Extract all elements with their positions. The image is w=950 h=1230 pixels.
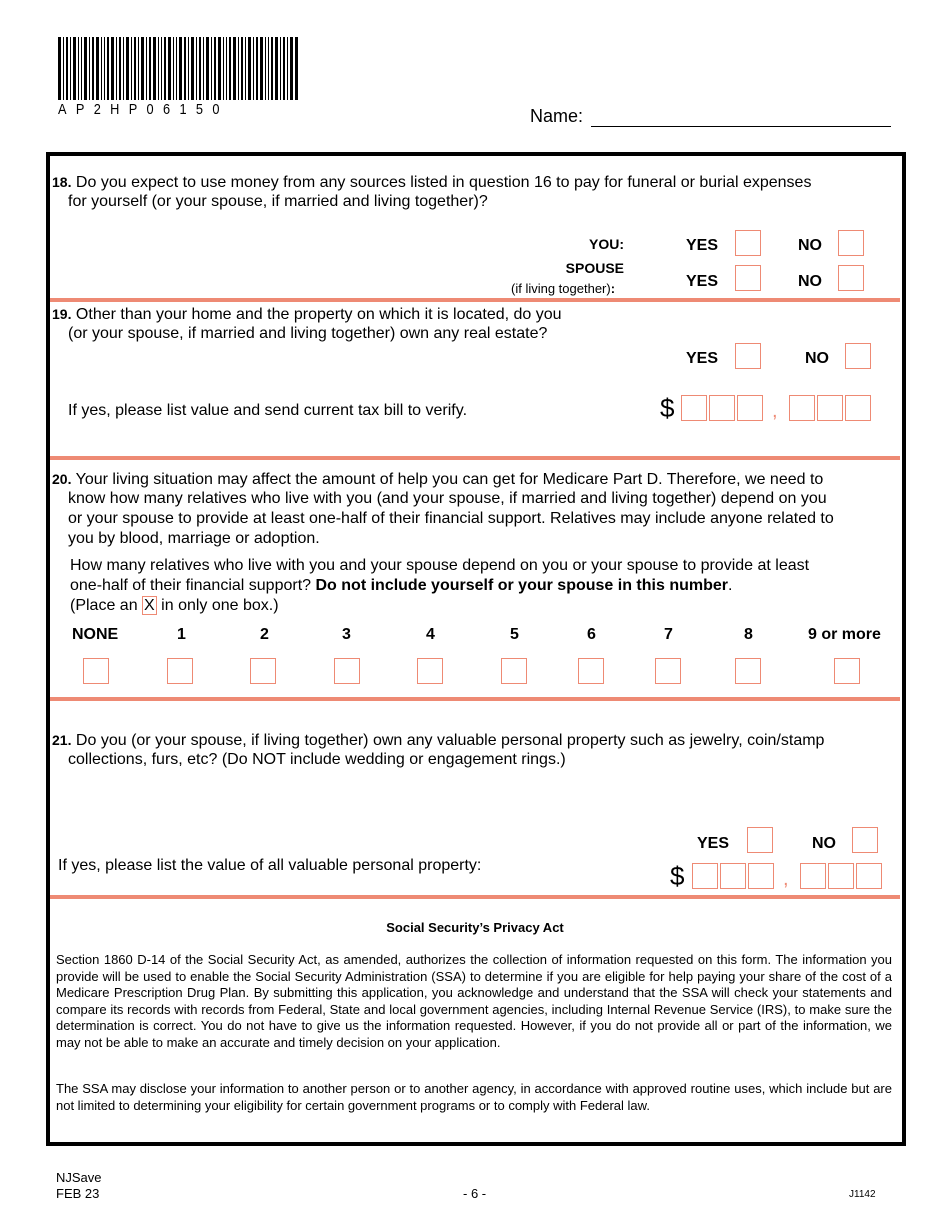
q20-line7b: in only one box.)	[161, 597, 279, 614]
q19-value-digit[interactable]	[709, 395, 735, 421]
privacy-paragraph-1: Section 1860 D-14 of the Social Security Act, as amended, authorizes the collection of information requested on this form. The information you provide will be used to enable the Social Security Administration (SSA) to determine if you are eligible for help paying your share of the cost of a Medicare Prescription Drug Plan. By submitting this application, you acknowledge and understand that the SSA will check your statements and compare its records with records from Federal, State and local government agencies, including Internal Revenue Service (IRS), to make sure the determination is correct. You do not have to give us the information requested. However, if you do not provide all or part of the information, we may not be able to make an accurate and timely decision on your application.	[56, 952, 892, 1050]
q19-line2: (or your spouse, if married and living together) own any real estate?	[68, 325, 548, 342]
q19-no-label: NO	[805, 350, 829, 367]
q20-option-label: 9 or more	[808, 626, 881, 643]
q21-text	[52, 730, 824, 751]
q20-text	[52, 469, 823, 490]
q20-option-checkbox[interactable]	[83, 658, 109, 684]
name-input-line[interactable]	[591, 126, 891, 127]
q19-value-digit[interactable]	[845, 395, 871, 421]
q20-line7a: (Place an	[70, 597, 138, 614]
q20-line6a: one-half of their financial support?	[70, 577, 312, 594]
footer-page-number: - 6 -	[463, 1186, 487, 1201]
q18-you-no-checkbox[interactable]	[838, 230, 864, 256]
q18-line2: for yourself (or your spouse, if married and living together)?	[68, 193, 488, 210]
q20-option-label: 1	[177, 626, 186, 643]
q20-line4: you by blood, marriage or adoption.	[68, 530, 320, 547]
q20-line6b: Do not include yourself or your spouse in this number	[315, 577, 728, 594]
q21-yes-checkbox[interactable]	[747, 827, 773, 853]
privacy-title: Social Security’s Privacy Act	[386, 920, 564, 935]
q18-spouse-label: SPOUSE	[565, 260, 624, 276]
q19-yes-checkbox[interactable]	[735, 343, 761, 369]
barcode	[58, 37, 298, 100]
q21-value-digit[interactable]	[720, 863, 746, 889]
q20-option-checkbox[interactable]	[501, 658, 527, 684]
q20-option-label: 8	[744, 626, 753, 643]
q21-dollar-sign: $	[670, 861, 685, 891]
q18-spouse-sub	[511, 281, 615, 296]
q18-spouse-no-label: NO	[798, 273, 822, 290]
q21-value-digit[interactable]	[856, 863, 882, 889]
q20-line6	[70, 576, 732, 596]
q20-option-checkbox[interactable]	[578, 658, 604, 684]
separator	[50, 697, 900, 701]
q20-option-checkbox[interactable]	[167, 658, 193, 684]
q20-option-label: 5	[510, 626, 519, 643]
q20-line7	[70, 596, 279, 616]
q18-you-label: YOU:	[589, 236, 624, 252]
footer-date: FEB 23	[56, 1186, 100, 1201]
q20-option-checkbox[interactable]	[334, 658, 360, 684]
q19-text	[52, 304, 562, 325]
q21-line1: Do you (or your spouse, if living together) own any valuable personal property such as jewelry, coin/stamp	[75, 732, 825, 749]
q19-line1: Other than your home and the property on which it is located, do you	[75, 306, 562, 323]
q20-option-label: 2	[260, 626, 269, 643]
q20-option-label: NONE	[72, 626, 119, 643]
q21-value-prompt: If yes, please list the value of all valuable personal property:	[58, 857, 482, 874]
q19-value-digit[interactable]	[681, 395, 707, 421]
q18-spouse-colon: :	[610, 281, 616, 296]
q18-text	[52, 172, 898, 193]
q18-spouse-yes-label: YES	[686, 273, 719, 290]
q18-number: 18.	[52, 174, 72, 190]
q20-line3: or your spouse to provide at least one-half of their financial support. Relatives may include anyone related to	[68, 510, 834, 527]
name-label: Name:	[530, 106, 584, 126]
q20-option-label: 6	[587, 626, 596, 643]
barcode-text: AP2HP06150	[58, 101, 229, 118]
q18-you-yes-label: YES	[686, 237, 719, 254]
q20-line5: How many relatives who live with you and your spouse depend on you or your spouse to provide at least	[70, 557, 810, 574]
q18-spouse-no-checkbox[interactable]	[838, 265, 864, 291]
q21-no-checkbox[interactable]	[852, 827, 878, 853]
q19-value-digit[interactable]	[789, 395, 815, 421]
q19-dollar-sign: $	[660, 393, 675, 423]
q21-value-digit[interactable]	[800, 863, 826, 889]
separator	[50, 298, 900, 302]
q20-option-checkbox[interactable]	[655, 658, 681, 684]
q20-line2: know how many relatives who live with you (and your spouse, if married and living together) depend on you	[68, 490, 827, 507]
q20-option-checkbox[interactable]	[834, 658, 860, 684]
q19-value-digit[interactable]	[817, 395, 843, 421]
q20-option-label: 3	[342, 626, 351, 643]
q19-comma: ,	[772, 400, 778, 422]
footer-form-code: J1142	[849, 1189, 876, 1200]
q19-number: 19.	[52, 306, 72, 322]
q19-yes-label: YES	[686, 350, 719, 367]
q18-you-no-label: NO	[798, 237, 822, 254]
footer-program: NJSave	[56, 1170, 102, 1185]
privacy-paragraph-2: The SSA may disclose your information to another person or to another agency, in accordance with approved routine uses, which include but are not limited to determining your eligibility for certain government programs or to comply with Federal law.	[56, 1081, 892, 1113]
q21-value-digit[interactable]	[748, 863, 774, 889]
q21-no-label: NO	[812, 835, 836, 852]
q21-yes-label: YES	[697, 835, 730, 852]
q21-comma: ,	[783, 868, 789, 890]
q19-no-checkbox[interactable]	[845, 343, 871, 369]
q20-option-checkbox[interactable]	[735, 658, 761, 684]
q18-spouse-sub-text: (if living together)	[511, 281, 611, 296]
q21-value-digit[interactable]	[828, 863, 854, 889]
q21-number: 21.	[52, 732, 72, 748]
q20-option-label: 7	[664, 626, 673, 643]
q18-spouse-yes-checkbox[interactable]	[735, 265, 761, 291]
q20-line1: Your living situation may affect the amount of help you can get for Medicare Part D. Therefore, we need to	[75, 471, 824, 488]
q20-number: 20.	[52, 471, 72, 487]
q20-line6c: .	[727, 577, 733, 594]
separator	[50, 895, 900, 899]
separator	[50, 456, 900, 460]
q19-value-prompt: If yes, please list value and send current tax bill to verify.	[68, 402, 468, 419]
q20-option-checkbox[interactable]	[250, 658, 276, 684]
q20-x-marker: X	[144, 597, 155, 614]
q21-value-digit[interactable]	[692, 863, 718, 889]
q20-option-label: 4	[426, 626, 435, 643]
q21-line2: collections, furs, etc? (Do NOT include wedding or engagement rings.)	[68, 751, 566, 768]
q18-line1: Do you expect to use money from any sources listed in question 16 to pay for funeral or burial expenses	[75, 174, 812, 191]
q20-option-checkbox[interactable]	[417, 658, 443, 684]
q19-value-digit[interactable]	[737, 395, 763, 421]
q18-you-yes-checkbox[interactable]	[735, 230, 761, 256]
